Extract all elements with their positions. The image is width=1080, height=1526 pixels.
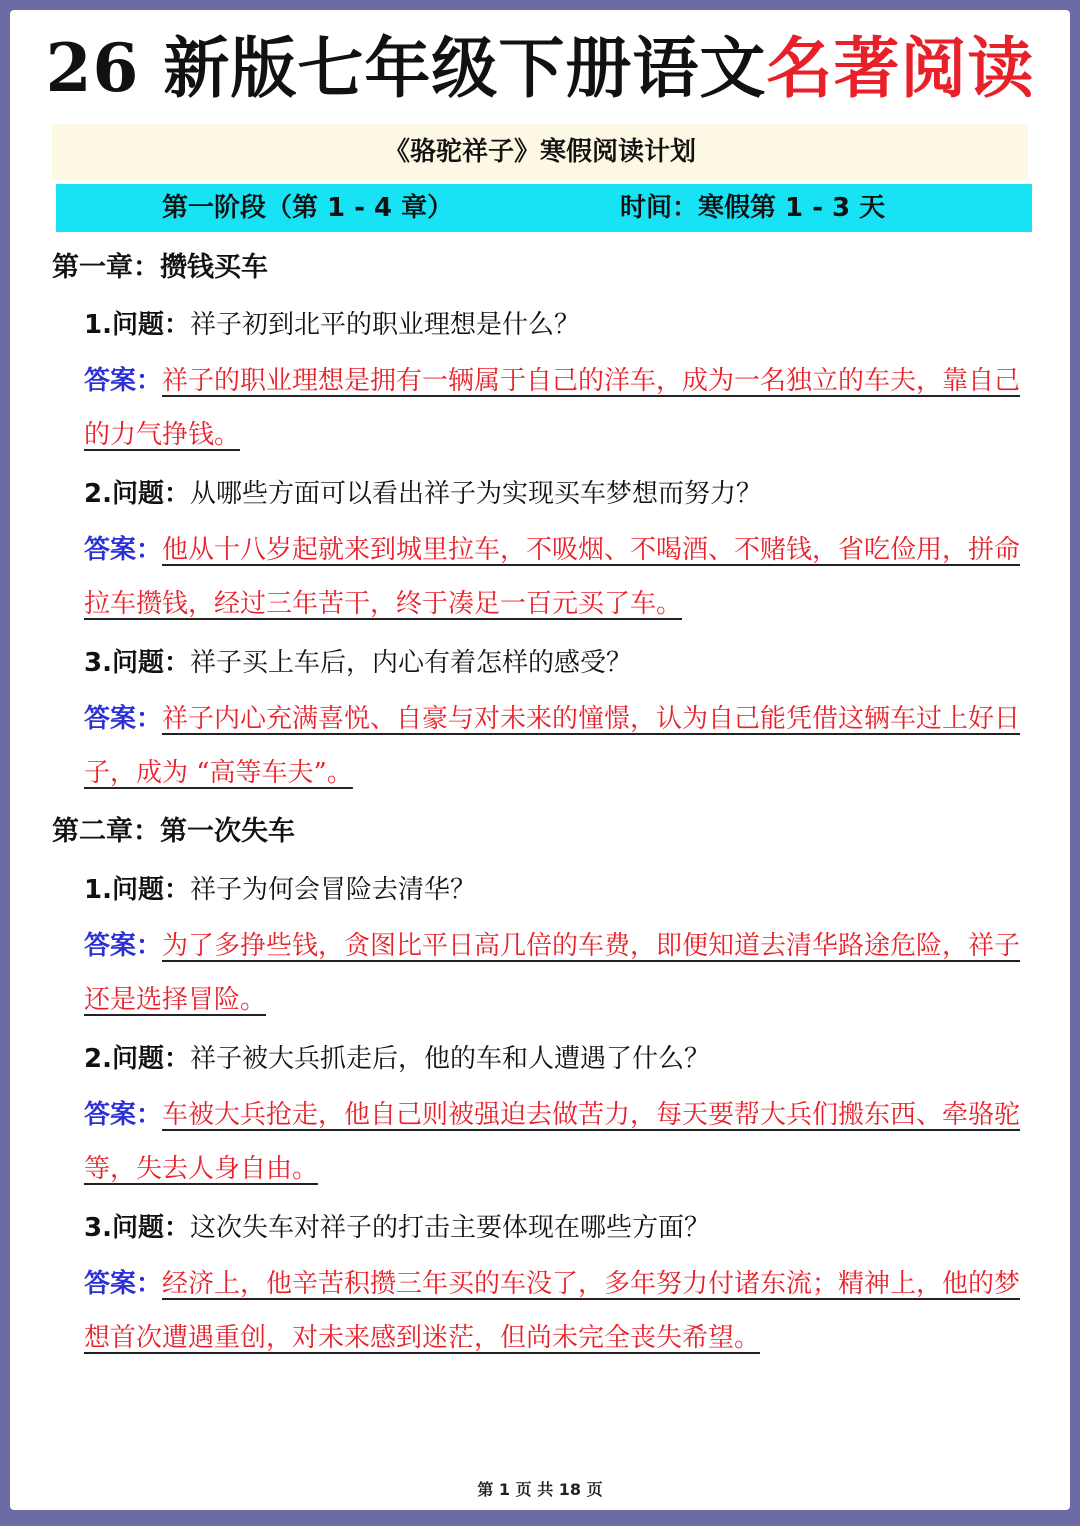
- answer: [84, 523, 1030, 631]
- question-text: 祥子买上车后，内心有着怎样的感受？: [189, 648, 632, 678]
- answer-label: 答案：: [84, 366, 163, 396]
- question: [84, 1039, 1034, 1079]
- question: [84, 474, 1034, 514]
- chapter-title: 第一章：攒钱买车: [52, 252, 268, 283]
- plan-title-bar: 《骆驼祥子》寒假阅读计划: [52, 124, 1028, 180]
- answer-label: 答案：: [84, 1100, 163, 1130]
- title-red: 名著阅读: [766, 29, 1035, 107]
- question-number: 1.问题：: [84, 875, 190, 905]
- answer: [84, 1088, 1030, 1196]
- question-number: 3.问题：: [84, 648, 190, 678]
- question-text: 祥子初到北平的职业理想是什么？: [189, 310, 580, 340]
- question: [84, 643, 1034, 683]
- answer-text: 祥子的职业理想是拥有一辆属于自己的洋车，成为一名独立的车夫，靠自己的力气挣钱。: [84, 366, 1021, 450]
- answer-text: 车被大兵抢走，他自己则被强迫去做苦力，每天要帮大兵们搬东西、牵骆驼等，失去人身自由。: [84, 1100, 1021, 1184]
- question-text: 祥子为何会冒险去清华？: [189, 875, 476, 905]
- answer-label: 答案：: [84, 1269, 163, 1299]
- question: [84, 305, 1034, 345]
- answer: [84, 692, 1030, 800]
- question-number: 1.问题：: [84, 310, 190, 340]
- stage-bar: [56, 184, 1032, 232]
- answer-text: 他从十八岁起就来到城里拉车，不吸烟、不喝酒、不赌钱，省吃俭用，拼命拉车攒钱，经过三年苦干，终于凑足一百元买了车。: [84, 535, 1021, 619]
- question-number: 2.问题：: [84, 479, 190, 509]
- answer: [84, 919, 1030, 1027]
- time-label: 时间：寒假第 1 - 3 天: [620, 193, 886, 223]
- answer: [84, 354, 1030, 462]
- question: [84, 1208, 1034, 1248]
- title-black: 26 新版七年级下册语文: [45, 29, 767, 107]
- chapter-title: 第二章：第一次失车: [52, 816, 295, 847]
- page-number: 第 1 页 共 18 页: [477, 1480, 603, 1499]
- question: [84, 870, 1034, 910]
- answer: [84, 1257, 1030, 1365]
- question-text: 这次失车对祥子的打击主要体现在哪些方面？: [189, 1213, 710, 1243]
- answer-text: 经济上，他辛苦积攒三年买的车没了，多年努力付诸东流；精神上，他的梦想首次遭遇重创，对未来感到迷茫，但尚未完全丧失希望。: [84, 1269, 1021, 1353]
- answer-text: 为了多挣些钱，贪图比平日高几倍的车费，即便知道去清华路途危险，祥子还是选择冒险。: [84, 931, 1021, 1015]
- answer-label: 答案：: [84, 704, 163, 734]
- answer-text: 祥子内心充满喜悦、自豪与对未来的憧憬，认为自己能凭借这辆车过上好日子，成为 “高等车夫”。: [84, 704, 1021, 788]
- question-number: 2.问题：: [84, 1044, 190, 1074]
- question-number: 3.问题：: [84, 1213, 190, 1243]
- answer-label: 答案：: [84, 535, 163, 565]
- question-text: 祥子被大兵抓走后，他的车和人遭遇了什么？: [189, 1044, 710, 1074]
- question-text: 从哪些方面可以看出祥子为实现买车梦想而努力？: [189, 479, 762, 509]
- answer-label: 答案：: [84, 931, 163, 961]
- stage-label: 第一阶段（第 1 - 4 章）: [162, 193, 454, 223]
- page-title: [0, 28, 1080, 108]
